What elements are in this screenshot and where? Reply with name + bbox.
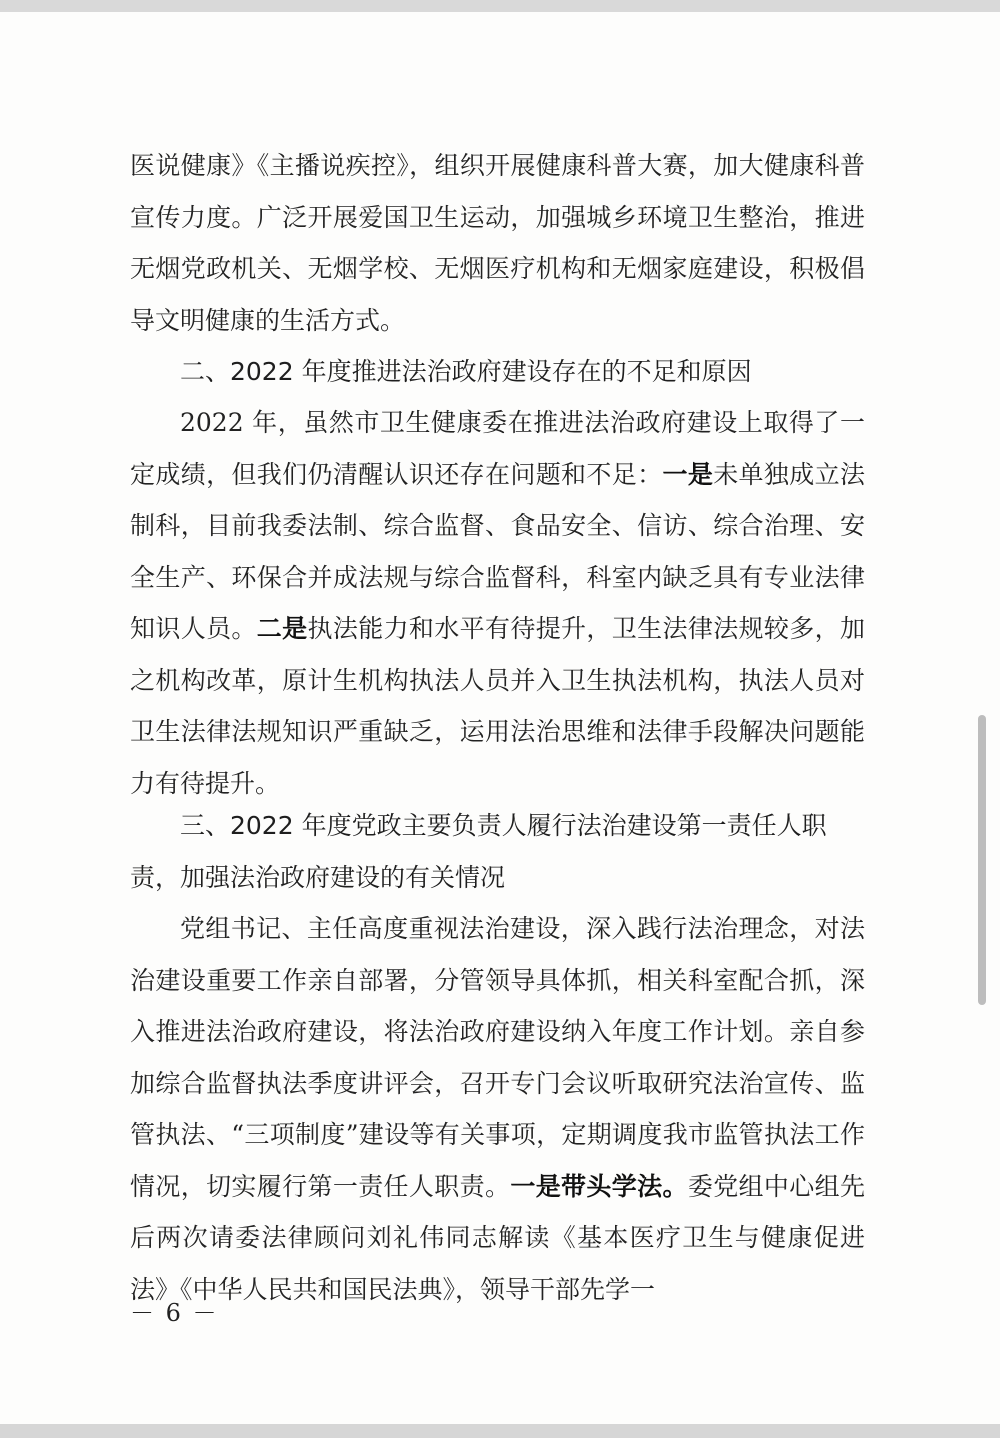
bottom-border [0, 1424, 1000, 1438]
paragraph-2-text-c: 执法能力和水平有待提升，卫生法律法规较多，加之机构改革，原计生机构执法人员并入卫生执法机构，执法人员对卫生法律法规知识严重缺乏，运用法治思维和法律手段解决问题能力有待提升。 [130, 614, 865, 798]
paragraph-2-bold-first: 一是 [662, 459, 714, 489]
section-heading-3: 三、2022 年度党政主要负责人履行法治建设第一责任人职责，加强法治政府建设的有关情况 [130, 811, 827, 892]
scrollbar-thumb[interactable] [978, 715, 986, 1005]
page-number: － 6 － [130, 1299, 219, 1327]
paragraph-2 [130, 397, 865, 809]
paragraph-1 [130, 140, 865, 346]
paragraph-3-text-a: 党组书记、主任高度重视法治建设，深入践行法治理念，对法治建设重要工作亲自部署，分管领导具体抓，相关科室配合抓，深入推进法治政府建设，将法治政府建设纳入年度工作计划。亲自参加综合监督执法季度讲评会，召开专门会议听取研究法治宣传、监管执法、“三项制度”建设等有关事项，定期调度我市监管执法工作情况，切实履行第一责任人职责。 [130, 914, 865, 1201]
paragraph-2-bold-second: 二是 [256, 614, 308, 643]
paragraph-3 [130, 903, 865, 1315]
section-heading-2: 二、2022 年度推进法治政府建设存在的不足和原因 [180, 357, 752, 386]
paragraph-3-text-b: 委党组中心组先后两次请委法律顾问刘礼伟同志解读《基本医疗卫生与健康促进法》《中华人民共和国民法典》，领导干部先学一 [130, 1171, 865, 1304]
paragraph-1-text: 医说健康》《主播说疾控》，组织开展健康科普大赛，加大健康科普宣传力度。广泛开展爱国卫生运动，加强城乡环境卫生整治，推进无烟党政机关、无烟学校、无烟医疗机构和无烟家庭建设，积极倡导文明健康的生活方式。 [130, 151, 865, 335]
paragraph-2-text-b: 未单独成立法制科，目前我委法制、综合监督、食品安全、信访、综合治理、安全生产、环保合并成法规与综合监督科，科室内缺乏具有专业法律知识人员。 [130, 459, 865, 643]
paragraph-2-text-a: 2022 年，虽然市卫生健康委在推进法治政府建设上取得了一定成绩，但我们仍清醒认识还存在问题和不足： [130, 408, 865, 489]
top-border [0, 0, 1000, 12]
paragraph-3-bold: 一是带头学法。 [510, 1171, 688, 1201]
